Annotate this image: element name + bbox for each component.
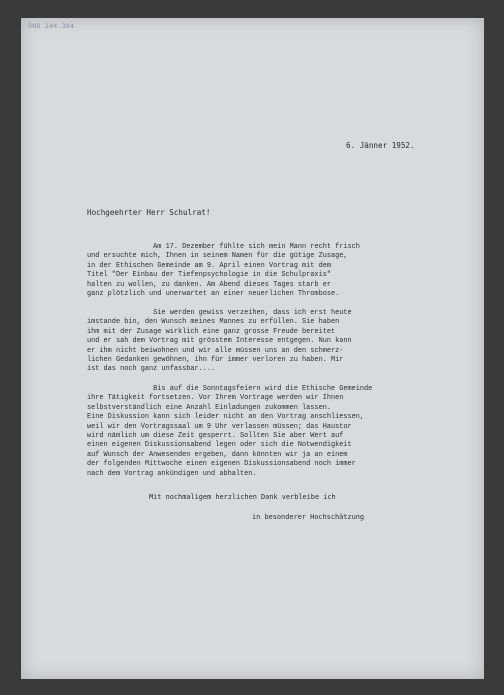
closing-line-2: in besonderer Hochschätzung [252,513,365,521]
salutation: Hochgeehrter Herr Schulrat! [87,208,211,217]
paragraph-3: Bis auf die Sonntagsfeiern wird die Ethische Gemeinde ihre Tätigkeit fortsetzen. Vor Ihrem Vortrage werden wir Ihnen selbstverständlich eine Anzahl Einladungen zukommen lassen. Eine Diskussion kann sich leider nicht an den Vortrag anschliessen, weil wir den Vortragssaal um 9 Uhr verlassen müssen; das Haustor wird nämlich um diese Zeit gesperrt. Sollten Sie aber Wert auf einen eigenen Diskussionsabend legen oder sich die Notwendigkeit auf Wunsch der Anwesenden ergeben, dann könnten wir ja an einem der folgenden Mittwoche einen eigenen Diskussionsabend noch immer nach dem Vortrag ankündigen und abhalten. [87,385,373,478]
paragraph-2: Sie werden gewiss verzeihen, dass ich erst heute imstande bin, den Wunsch meines Mannes zu erfüllen. Sie haben ihm mit der Zusage wirklich eine ganz grosse Freude bereitet und er sah dem Vortrag mit grösstem Interesse entgegen. Nun kann er ihm nicht beiwohnen und wir alle müssen uns an den schmerz- lichen Gedanken gewöhnen, ihn für immer verloren zu haben. Mir ist das noch ganz unfassbar.... [87,309,352,374]
closing-line-1: Mit nochmaligem herzlichen Dank verbleibe ich [149,493,336,501]
paragraph-1: Am 17. Dezember fühlte sich mein Mann recht frisch und ersuchte mich, Ihnen in seinem Namen für die gütige Zusage, in der Ethischen Gemeinde am 9. April einen Vortrag mit dem Titel "Der Einbau der Tiefenpsychologie in die Schulpraxis" halten zu wollen, zu danken. Am Abend dieses Tages starb er ganz plötzlich und unerwartet an einer neuerlichen Thrombose. [87,243,360,299]
letter-sheet [21,18,484,679]
letter-date: 6. Jänner 1952. [346,141,415,150]
archive-stamp: ÖNB 244.384 [28,22,75,30]
